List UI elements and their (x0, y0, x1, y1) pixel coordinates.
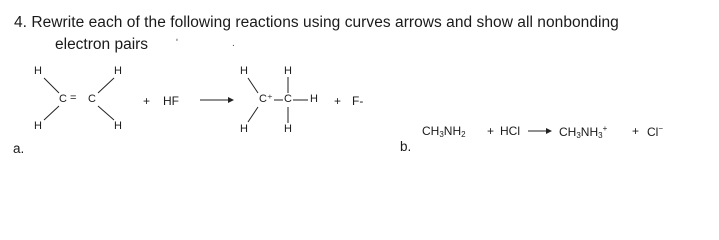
double-bond: = (70, 92, 77, 104)
atom-hydrogen: H (240, 123, 248, 135)
arrowhead (546, 128, 552, 134)
plus-sign: + (334, 94, 342, 108)
atom-hydrogen: H (310, 93, 318, 105)
atom-carbon: C (88, 93, 96, 105)
atom-carbon: C (284, 93, 292, 105)
hydrogen-fluoride: HF (163, 94, 179, 108)
question-text-continued: electron pairs (55, 36, 149, 53)
chloride-ion: Cl− (647, 124, 664, 139)
bond-line (248, 78, 258, 93)
atom-hydrogen: H (34, 120, 42, 132)
atom-hydrogen: H (284, 123, 292, 135)
bond-line (44, 106, 59, 120)
atom-hydrogen: H (34, 65, 42, 77)
fluoride-ion: F- (352, 94, 364, 108)
atom-hydrogen: H (114, 120, 122, 132)
carbocation-carbon: C⁺ (259, 93, 273, 105)
bond-line (44, 78, 59, 93)
methylamine: $CH_3NH_2$ (422, 124, 466, 139)
question-text: 4. Rewrite each of the following reactions using curves arrows and show all nonbonding (14, 14, 619, 31)
part-b-label: b. (400, 139, 412, 154)
stray-mark: . (232, 38, 235, 49)
plus-sign: + (487, 124, 495, 138)
atom-hydrogen: H (284, 65, 292, 77)
hydrogen-chloride: HCl (500, 124, 520, 138)
atom-carbon: C (59, 93, 67, 105)
plus-sign: + (143, 94, 151, 108)
methylammonium-ion: $CH_3NH_3^+$ (559, 124, 608, 140)
bond-line (98, 78, 114, 93)
bond-line (248, 107, 258, 122)
part-a-label: a. (13, 141, 25, 156)
atom-hydrogen: H (114, 65, 122, 77)
bond-line (98, 106, 114, 120)
stray-mark: ʹ (176, 38, 178, 49)
atom-hydrogen: H (240, 65, 248, 77)
plus-sign: + (632, 124, 640, 138)
arrowhead (228, 97, 234, 103)
